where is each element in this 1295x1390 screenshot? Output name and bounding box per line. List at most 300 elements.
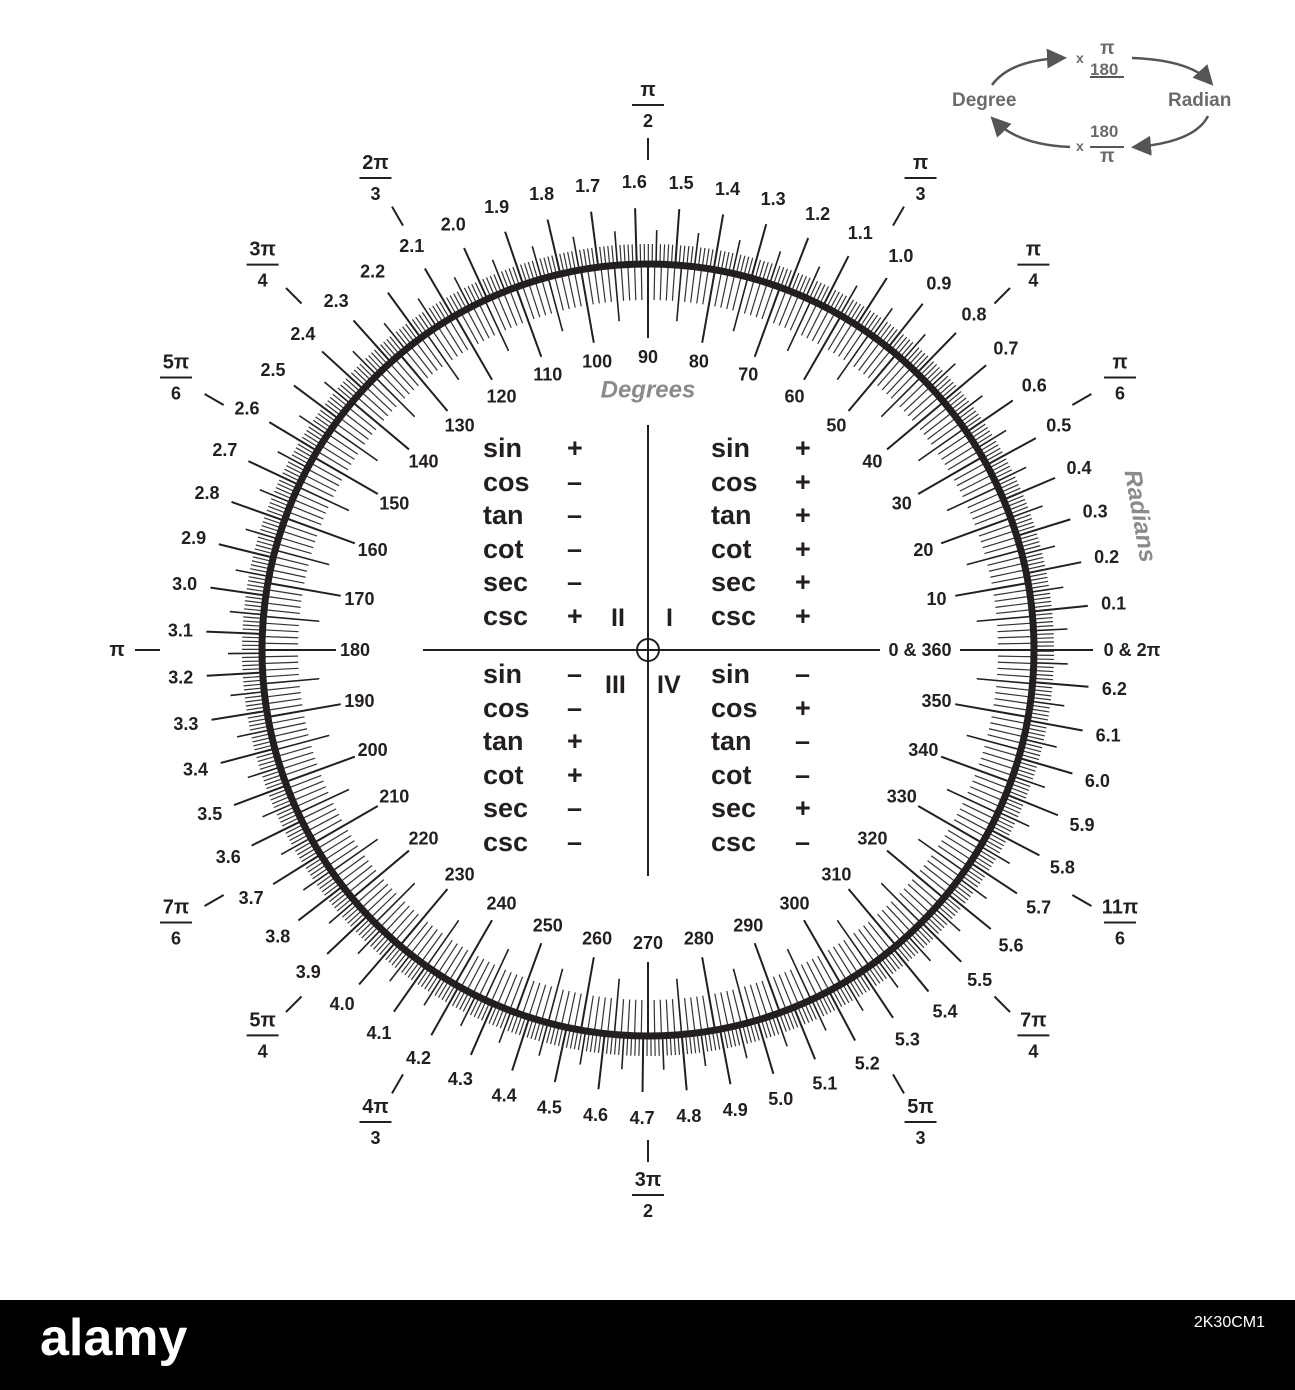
pi-numerator: π — [1112, 351, 1128, 374]
degree-major-tick — [314, 457, 378, 494]
degree-label: 280 — [683, 928, 714, 949]
degree-minor-tick — [790, 970, 805, 1003]
radian-mid-tick — [878, 960, 898, 987]
degree-minor-tick — [989, 563, 1024, 571]
degree-major-tick — [285, 518, 355, 543]
radian-major-tick — [221, 749, 275, 763]
degree-label: 330 — [886, 786, 917, 807]
sign-value: – — [795, 726, 811, 757]
degree-mid-tick — [881, 883, 921, 923]
radian-label: 1.9 — [484, 197, 510, 218]
degree-minor-tick — [267, 590, 303, 596]
degree-mid-tick — [677, 265, 682, 321]
degree-minor-tick — [697, 268, 702, 304]
quadrant-I-label: I — [666, 604, 673, 632]
degree-label: 130 — [444, 415, 475, 436]
sign-row — [711, 601, 811, 632]
radian-mid-tick — [230, 692, 264, 696]
radian-label: 2.2 — [360, 261, 386, 282]
sign-row — [711, 793, 811, 824]
radian-label: 0.2 — [1094, 547, 1120, 568]
degree-minor-tick — [981, 531, 1015, 542]
sign-value: + — [795, 433, 811, 463]
degree-minor-tick — [265, 693, 301, 697]
degree-minor-tick — [785, 295, 799, 328]
degree-label: 350 — [921, 690, 952, 711]
radian-mid-tick — [278, 452, 308, 468]
degree-minor-tick — [998, 656, 1034, 657]
degree-minor-tick — [995, 699, 1031, 704]
degree-minor-tick — [269, 717, 304, 724]
degree-minor-tick — [601, 997, 605, 1033]
radian-major-tick — [471, 1004, 493, 1055]
radian-label: 2.5 — [260, 359, 286, 380]
radian-label: 3.2 — [168, 667, 194, 688]
degree-minor-tick — [270, 723, 305, 730]
function-name: sin — [483, 659, 523, 689]
radian-label: 1.2 — [805, 203, 831, 224]
radian-label: 5.2 — [854, 1053, 880, 1074]
radian-mid-tick — [733, 240, 740, 273]
degree-major-tick — [918, 457, 982, 494]
degree-minor-tick — [503, 292, 516, 325]
radian-label: 5.5 — [967, 970, 993, 991]
radian-label: 0.4 — [1066, 457, 1092, 478]
degree-minor-tick — [497, 972, 511, 1005]
degree-label: 190 — [344, 690, 375, 711]
degree-major-tick — [455, 920, 492, 984]
sign-row — [483, 433, 583, 464]
radian-major-tick — [212, 711, 267, 720]
radian-mid-tick — [303, 871, 331, 890]
degree-label: 340 — [908, 740, 939, 761]
radian-label: 5.1 — [812, 1073, 838, 1094]
radian-label: 4.5 — [536, 1097, 562, 1118]
degree-label: 60 — [784, 386, 805, 407]
radian-major-tick — [207, 673, 263, 676]
degree-minor-tick — [973, 505, 1006, 518]
degree-minor-tick — [957, 469, 989, 486]
radian-label: 3.6 — [215, 847, 241, 868]
degree-mid-tick — [275, 550, 329, 564]
degree-minor-tick — [666, 1000, 668, 1036]
degree-minor-tick — [968, 792, 1001, 807]
degree-minor-tick — [281, 758, 315, 769]
degree-minor-tick — [561, 991, 569, 1026]
times-sign-bottom: x — [1076, 138, 1084, 154]
function-name: sin — [711, 659, 751, 689]
degree-label: 10 — [926, 589, 947, 610]
radian-label: 3.8 — [265, 926, 291, 947]
function-name: csc — [711, 827, 757, 857]
function-name: sec — [711, 793, 757, 824]
pi-numerator: 5π — [907, 1095, 934, 1118]
radian-mid-tick — [980, 846, 1009, 863]
degree-minor-tick — [529, 983, 540, 1017]
pi-denominator: 3 — [915, 1127, 926, 1148]
degree-minor-tick — [467, 959, 484, 991]
degree-minor-tick — [995, 693, 1031, 697]
degree-mid-tick — [967, 735, 1021, 749]
degree-mid-tick — [614, 265, 619, 321]
radian-label: 5.7 — [1026, 897, 1052, 918]
radian-major-tick — [359, 942, 396, 984]
degree-minor-tick — [283, 524, 317, 536]
sign-value: + — [795, 533, 811, 564]
degree-minor-tick — [685, 266, 689, 302]
degree-minor-tick — [975, 512, 1009, 525]
radian-label: 5.4 — [932, 1001, 958, 1022]
pi-tick — [994, 996, 1010, 1012]
degree-major-tick — [755, 287, 780, 357]
radian-major-tick — [210, 588, 265, 596]
degree-label: 230 — [444, 864, 475, 885]
radian-label: 5.0 — [768, 1088, 794, 1109]
pi-tick — [1072, 895, 1091, 906]
degree-minor-tick — [812, 959, 829, 991]
radian-label: 1.5 — [668, 173, 694, 194]
radian-mid-tick — [299, 416, 327, 435]
quadrant-IV-label: IV — [657, 671, 681, 699]
radian-label: 1.0 — [888, 246, 914, 267]
radian-label: 2.9 — [181, 528, 207, 549]
degree-minor-tick — [522, 981, 534, 1015]
degree-minor-tick — [773, 290, 786, 324]
function-name: cos — [483, 466, 530, 497]
radian-mid-tick — [454, 277, 470, 307]
radian-label: 6.1 — [1095, 725, 1121, 746]
degree-minor-tick — [998, 662, 1034, 663]
radian-label: 1.4 — [715, 178, 741, 199]
degree-minor-tick — [963, 803, 995, 819]
radian-mid-tick — [237, 730, 270, 737]
degree-minor-tick — [574, 271, 581, 306]
degree-minor-tick — [756, 283, 767, 317]
degree-minor-tick — [990, 570, 1025, 577]
radian-mid-tick — [873, 308, 893, 336]
degree-label: 100 — [582, 351, 613, 372]
degree-minor-tick — [992, 576, 1027, 583]
degree-minor-tick — [970, 499, 1003, 513]
sign-row — [711, 567, 811, 598]
degree-mid-tick — [977, 679, 1033, 684]
degree-mid-tick — [375, 883, 415, 923]
pi-tick — [893, 1074, 904, 1093]
degree-minor-tick — [773, 977, 786, 1011]
radian-label: 2.7 — [212, 439, 238, 460]
degree-minor-tick — [510, 290, 523, 324]
degree-minor-tick — [473, 962, 489, 994]
sign-value: + — [795, 466, 811, 497]
sign-row — [711, 659, 811, 690]
radian-label: 2.4 — [290, 323, 316, 344]
radian-label: 1.1 — [847, 222, 873, 243]
sign-value: + — [567, 433, 583, 463]
degree-label: 300 — [779, 893, 810, 914]
sign-value: + — [795, 692, 811, 723]
pi-denominator: 4 — [257, 270, 268, 291]
degree-label: 240 — [486, 893, 517, 914]
degree-minor-tick — [307, 469, 339, 486]
pi-numerator: 4π — [362, 1095, 389, 1118]
degree-minor-tick — [715, 994, 722, 1029]
degree-minor-tick — [266, 699, 302, 704]
degree-minor-tick — [479, 965, 495, 997]
degree-minor-tick — [945, 835, 976, 854]
sign-row — [483, 692, 583, 724]
radian-label: 0.7 — [993, 338, 1019, 359]
degree-minor-tick — [997, 623, 1033, 626]
degree-label: 180 — [339, 640, 371, 660]
radian-major-tick — [643, 1036, 644, 1092]
degree-label: 0 & 360 — [888, 640, 952, 660]
degree-mid-tick — [977, 616, 1033, 621]
radian-label: 5.8 — [1049, 857, 1075, 878]
degree-minor-tick — [491, 297, 506, 330]
pi-denominator: 6 — [171, 928, 182, 949]
degree-minor-tick — [263, 630, 299, 632]
radian-mid-tick — [695, 233, 699, 267]
degree-minor-tick — [979, 764, 1013, 776]
radian-label: 4.6 — [582, 1105, 609, 1126]
radian-major-tick — [922, 922, 962, 962]
function-name: cos — [711, 466, 758, 497]
sign-value: + — [795, 500, 811, 531]
degree-major-tick — [516, 943, 541, 1013]
radian-label: 4.1 — [366, 1022, 392, 1043]
radian-major-tick — [206, 632, 262, 634]
radian-major-tick — [635, 208, 637, 264]
sign-row — [483, 793, 583, 824]
degree-minor-tick — [960, 809, 992, 825]
degree-minor-tick — [288, 775, 322, 788]
degree-label: 80 — [688, 351, 709, 372]
degree-label: 210 — [379, 786, 410, 807]
degree-mid-tick — [881, 377, 921, 417]
degree-minor-tick — [727, 991, 735, 1026]
degree-minor-tick — [945, 445, 976, 464]
function-name: cot — [711, 533, 752, 564]
radian-label: 4.3 — [447, 1068, 473, 1089]
pi-tick — [205, 895, 224, 906]
sign-row — [483, 659, 583, 690]
function-name: cos — [483, 692, 530, 723]
180-numerator: 180 — [1090, 122, 1119, 141]
degree-major-tick — [268, 583, 341, 596]
radian-major-tick — [751, 224, 766, 278]
radian-major-tick — [943, 365, 986, 401]
function-name: cot — [483, 759, 524, 790]
degree-minor-tick — [529, 283, 540, 317]
radian-label: 5.6 — [998, 935, 1024, 956]
degree-minor-tick — [628, 1000, 630, 1036]
degree-mid-tick — [548, 969, 562, 1023]
radian-major-tick — [1017, 519, 1070, 536]
sign-row — [711, 759, 811, 791]
degree-minor-tick — [262, 656, 298, 657]
sign-value: – — [567, 827, 583, 857]
degree-minor-tick — [588, 269, 594, 305]
pi-denominator: 2 — [642, 111, 654, 131]
radian-major-tick — [794, 1007, 815, 1059]
radian-major-tick — [917, 333, 956, 373]
degree-minor-tick — [467, 309, 484, 341]
pi-numerator: 3π — [634, 1169, 662, 1191]
pi-numerator: 5π — [249, 1009, 276, 1032]
degree-mid-tick — [733, 277, 747, 331]
pi-tick — [392, 207, 403, 226]
degree-minor-tick — [727, 274, 735, 309]
quadrant-II-label: II — [611, 604, 625, 632]
degree-minor-tick — [666, 265, 668, 301]
degree-minor-tick — [568, 272, 575, 307]
radian-major-tick — [388, 293, 421, 338]
pi-numerator: 2π — [362, 152, 389, 175]
radian-label: 3.5 — [197, 804, 223, 825]
degree-minor-tick — [779, 292, 792, 325]
radian-mid-tick — [615, 231, 618, 265]
degree-minor-tick — [981, 758, 1015, 769]
degree-major-tick — [804, 316, 841, 380]
radian-label: Radian — [1168, 90, 1232, 111]
degree-minor-tick — [779, 975, 792, 1008]
degree-minor-tick — [721, 992, 728, 1027]
degree-minor-tick — [801, 965, 817, 997]
function-name: sec — [711, 567, 757, 598]
degree-major-tick — [955, 583, 1028, 596]
degree-minor-tick — [262, 637, 298, 638]
degree-minor-tick — [790, 297, 805, 330]
degree-minor-tick — [594, 268, 599, 304]
degree-minor-tick — [998, 643, 1034, 644]
degree-minor-tick — [491, 970, 506, 1003]
degree-major-tick — [702, 957, 715, 1030]
radian-major-tick — [1019, 758, 1073, 774]
sign-row — [711, 827, 811, 858]
degree-major-tick — [581, 957, 594, 1030]
degree-minor-tick — [272, 563, 307, 571]
radian-mid-tick — [656, 230, 657, 264]
pi-tick — [994, 288, 1010, 304]
degree-minor-tick — [281, 531, 315, 542]
degree-label: 70 — [738, 364, 759, 385]
degree-mid-tick — [947, 789, 998, 813]
radian-major-tick — [591, 212, 598, 268]
degree-minor-tick — [307, 814, 339, 831]
radian-major-tick — [675, 209, 679, 265]
degree-major-tick — [941, 757, 1011, 782]
degree-minor-tick — [301, 481, 333, 497]
degree-minor-tick — [264, 687, 300, 691]
radian-label: 2.6 — [234, 398, 260, 419]
degree-minor-tick — [960, 475, 992, 491]
function-name: csc — [711, 601, 757, 631]
degree-minor-tick — [588, 996, 594, 1032]
degree-minor-tick — [996, 610, 1032, 614]
degree-minor-tick — [697, 997, 702, 1033]
degree-minor-tick — [989, 729, 1024, 737]
degree-minor-tick — [621, 265, 624, 301]
sign-row — [483, 466, 583, 498]
pi-numerator: 11π — [1101, 896, 1139, 919]
sign-value: + — [567, 601, 583, 631]
degree-minor-tick — [288, 512, 322, 525]
radian-major-tick — [714, 214, 724, 269]
radian-major-tick — [947, 894, 990, 929]
radian-major-tick — [294, 385, 339, 419]
sign-value: + — [795, 567, 811, 598]
degree-minor-tick — [295, 493, 328, 508]
radian-mid-tick — [246, 529, 279, 539]
degree-minor-tick — [321, 835, 352, 854]
radian-label: 4.2 — [406, 1047, 432, 1068]
degree-minor-tick — [621, 999, 624, 1035]
radian-major-tick — [970, 863, 1017, 894]
radian-label: 1.6 — [621, 172, 647, 193]
pi-denominator: 6 — [1114, 928, 1125, 949]
radian-label: 0.9 — [926, 273, 952, 294]
radian-major-tick — [298, 886, 342, 920]
degree-mid-tick — [614, 979, 619, 1035]
degree-minor-tick — [968, 493, 1001, 508]
degree-minor-tick — [321, 445, 352, 464]
sign-value: – — [795, 827, 811, 857]
pi-tick — [392, 1074, 403, 1093]
radian-major-tick — [354, 320, 391, 362]
degree-label: 270 — [632, 933, 664, 953]
radian-mid-tick — [1022, 546, 1055, 554]
sign-value: – — [795, 759, 811, 790]
degree-label: 320 — [857, 828, 888, 849]
pi-numerator: π — [912, 152, 929, 175]
radian-mid-tick — [846, 982, 863, 1011]
degree-minor-tick — [997, 674, 1033, 677]
degree-minor-tick — [263, 668, 299, 670]
degree-minor-tick — [957, 814, 989, 831]
pi-numerator: 7π — [1020, 1009, 1047, 1032]
radian-label: 4.4 — [491, 1085, 517, 1106]
degree-minor-tick — [691, 267, 695, 303]
degree-minor-tick — [270, 570, 305, 577]
radian-mid-tick — [1034, 629, 1068, 631]
function-name: csc — [483, 601, 529, 631]
degree-minor-tick — [641, 1000, 642, 1036]
pi-denominator: 6 — [171, 383, 182, 404]
degree-minor-tick — [479, 303, 495, 335]
degree-minor-tick — [833, 323, 852, 354]
degree-major-tick — [516, 287, 541, 357]
sign-value: + — [567, 759, 583, 790]
degree-minor-tick — [979, 524, 1013, 536]
sign-row — [483, 533, 583, 565]
radian-mid-tick — [461, 995, 476, 1025]
sign-row — [711, 726, 811, 757]
pi-numerator: π — [1025, 238, 1042, 261]
degree-minor-tick — [608, 998, 612, 1034]
radian-mid-tick — [959, 878, 986, 898]
degree-label: 250 — [532, 915, 563, 936]
degree-minor-tick — [812, 309, 829, 341]
degree-minor-tick — [304, 809, 336, 825]
degree-minor-tick — [608, 266, 612, 302]
radian-major-tick — [888, 304, 923, 348]
degree-major-tick — [702, 270, 715, 343]
radian-major-tick — [893, 948, 929, 991]
radian-mid-tick — [418, 299, 437, 327]
pi-denominator: π — [1100, 146, 1115, 167]
degree-label: 310 — [821, 864, 852, 885]
radian-label: 3.9 — [295, 961, 321, 982]
